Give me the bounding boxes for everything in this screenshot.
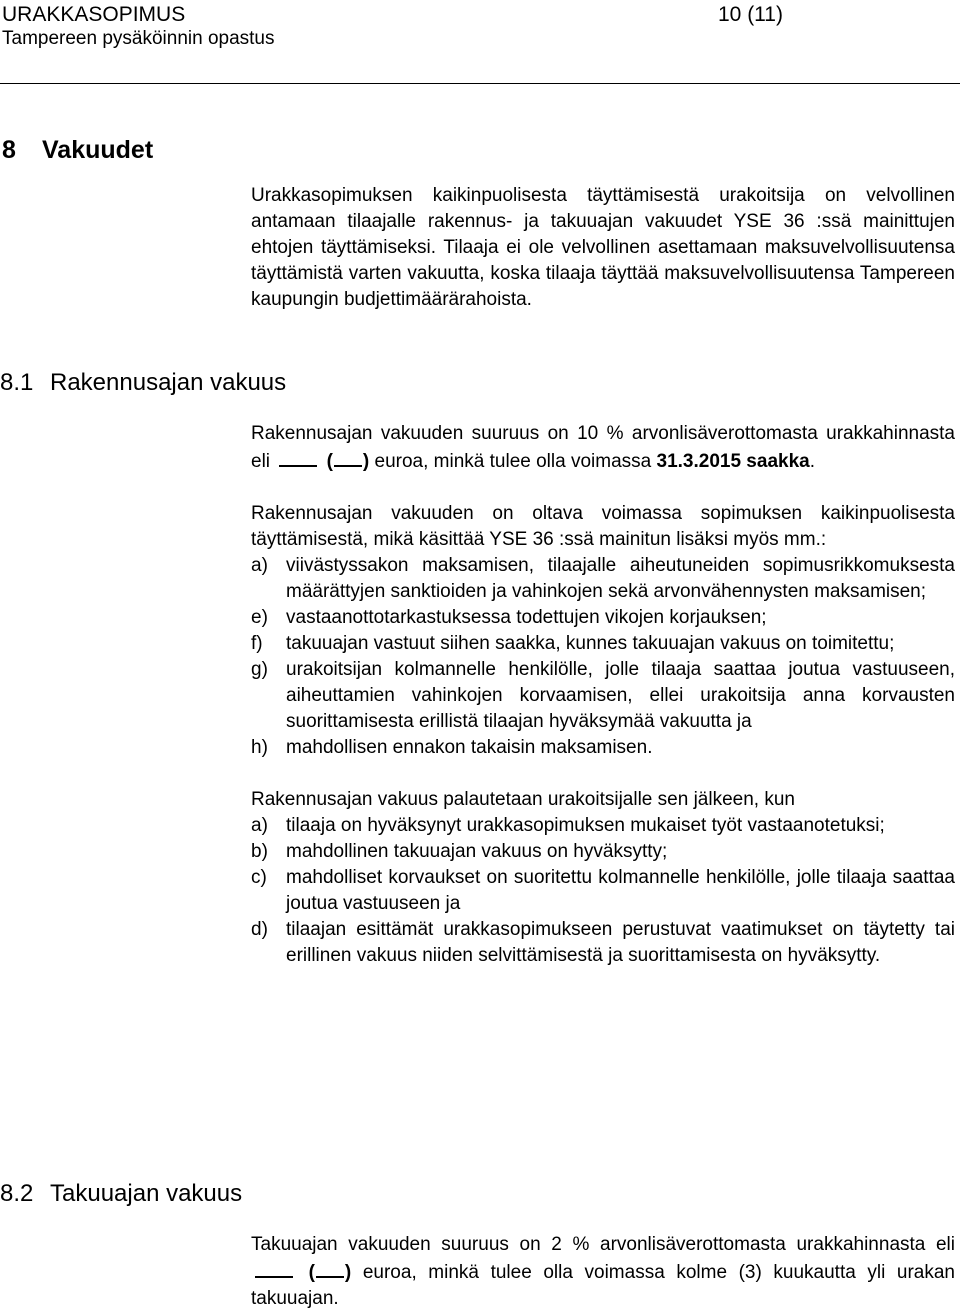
amount-blank xyxy=(255,1258,293,1278)
list-item-text: tilaajan esittämät urakkasopimukseen perustuvat vaatimukset on täytetty tai erillinen vakuus niiden selvittämisestä ja suorittamisesta on hyväksytty. xyxy=(286,919,955,966)
section-8-2-heading xyxy=(0,1180,242,1208)
vakuus-scope-list xyxy=(251,553,955,761)
section-number: 8.2 xyxy=(0,1180,34,1207)
list-item-label: b) xyxy=(251,841,268,862)
document-title: URAKKASOPIMUS xyxy=(2,3,186,26)
list-item-label: c) xyxy=(251,867,267,888)
section-title: Rakennusajan vakuus xyxy=(50,369,287,396)
page-number: 10 (11) xyxy=(718,3,783,26)
list-item xyxy=(251,605,955,631)
section-8-body xyxy=(251,183,955,313)
list-item-text: viivästyssakon maksamisen, tilaajalle aiheutuneiden sopimusrikkomuksesta määrättyjen sanktioiden ja vahinkojen sekä arvonvähennysten maksamisen; xyxy=(286,555,955,602)
list-item-label: d) xyxy=(251,919,268,940)
vakuus-scope-paragraph: Rakennusajan vakuuden on oltava voimassa sopimuksen kaikinpuolisesta täyttämisestä, mikä käsittää YSE 36 :ssä mainitun lisäksi myös mm.: xyxy=(251,503,955,550)
list-item-text: urakoitsijan kolmannelle henkilölle, jolle tilaaja saattaa joutua vastuuseen, aiheuttamien vahinkojen korvaamisen, ellei urakoitsija anna korvausten suorittamisesta erillistä tilaajan hyväksymää vakuutta ja xyxy=(286,659,955,732)
list-item-text: takuuajan vastuut siihen saakka, kunnes takuuajan vakuus on toimitettu; xyxy=(286,633,895,654)
list-item-text: tilaaja on hyväksynyt urakkasopimuksen mukaiset työt vastaanotetuksi; xyxy=(286,815,885,836)
section-8-heading xyxy=(2,136,153,164)
list-item-label: g) xyxy=(251,659,268,680)
section-number: 8.1 xyxy=(0,369,34,396)
list-item-text: mahdollisen ennakon takaisin maksamisen. xyxy=(286,737,653,758)
list-item-text: mahdollinen takuuajan vakuus on hyväksytty; xyxy=(286,841,668,862)
list-item xyxy=(251,657,955,735)
validity-date: 31.3.2015 saakka xyxy=(656,451,810,472)
amount-words-blank xyxy=(316,1258,344,1278)
section-title: Takuuajan vakuus xyxy=(50,1180,243,1207)
section-title: Vakuudet xyxy=(42,136,154,164)
list-item xyxy=(251,917,955,969)
section-8-2-body xyxy=(251,1232,955,1312)
document-subtitle: Tampereen pysäköinnin opastus xyxy=(2,28,275,49)
list-item xyxy=(251,553,955,605)
list-item xyxy=(251,865,955,917)
vakuus-return-paragraph: Rakennusajan vakuus palautetaan urakoitsijalle sen jälkeen, kun xyxy=(251,789,795,810)
list-item xyxy=(251,813,955,839)
section-number: 8 xyxy=(2,136,16,164)
header-divider xyxy=(0,83,960,84)
rakennusajan-vakuus-amount-paragraph: Rakennusajan vakuuden suuruus on 10 % arvonlisäverottomasta urakkahinnasta eli ( ) euroa, minkä tulee olla voimassa 31.3.2015 saakka. xyxy=(251,423,955,472)
takuuajan-vakuus-paragraph: Takuuajan vakuuden suuruus on 2 % arvonlisäverottomasta urakkahinnasta eli ( ) euroa, minkä tulee olla voimassa kolme (3) kuukautta yli urakan takuuajan. xyxy=(251,1234,956,1309)
amount-blank xyxy=(279,447,317,467)
list-item xyxy=(251,735,955,761)
list-item-text: mahdolliset korvaukset on suoritettu kolmannelle henkilölle, jolle tilaaja saattaa joutua vastuuseen ja xyxy=(286,867,955,914)
section-8-1-heading xyxy=(0,369,286,397)
section-8-1-body xyxy=(251,421,955,969)
list-item-label: a) xyxy=(251,555,268,576)
list-item-label: h) xyxy=(251,737,268,758)
list-item xyxy=(251,631,955,657)
vakuus-return-list xyxy=(251,813,955,969)
list-item-text: vastaanottotarkastuksessa todettujen vikojen korjauksen; xyxy=(286,607,767,628)
list-item-label: e) xyxy=(251,607,268,628)
vakuudet-intro-paragraph: Urakkasopimuksen kaikinpuolisesta täyttämisestä urakoitsija on velvollinen antamaan tilaajalle rakennus- ja takuuajan vakuudet YSE 36 :ssä mainittujen ehtojen täyttämiseksi. Tilaaja ei ole velvollinen asettamaan maksuvelvollisuutensa täyttämistä varten vakuutta, koska tilaaja täyttää maksuvelvollisuutensa Tampereen kaupungin budjettimäärärahoista. xyxy=(251,185,955,310)
list-item-label: a) xyxy=(251,815,268,836)
amount-words-blank xyxy=(334,447,362,467)
list-item-label: f) xyxy=(251,633,263,654)
list-item xyxy=(251,839,955,865)
